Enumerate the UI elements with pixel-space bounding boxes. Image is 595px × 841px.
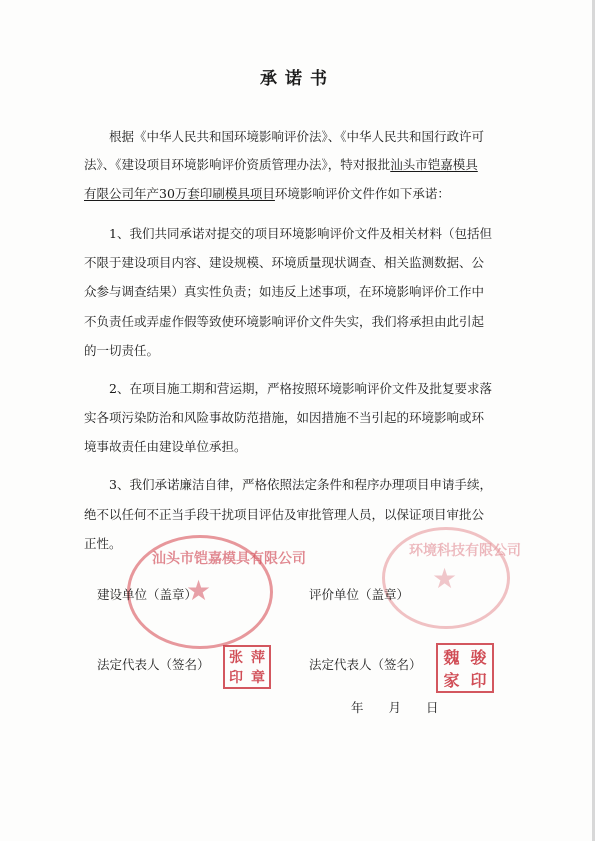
builder-chop-char: 张 [229, 650, 243, 666]
assessor-rep-label: 法定代表人（签名） [309, 657, 422, 672]
item1-line-3: 众参与调查结果）真实性负责；如违反上述事项，在环境影响评价工作中 [84, 284, 485, 299]
item1-line-5: 的一切责任。 [84, 343, 160, 358]
builder-chop-char: 印 [229, 670, 243, 686]
item3-line-1: 3、我们承诺廉洁自律，严格依照法定条件和程序办理项目申请手续， [109, 477, 492, 492]
seal-star-icon: ★ [186, 574, 212, 607]
document-title: 承诺书 [260, 69, 335, 89]
date-line: 年 月 日 [351, 700, 439, 715]
assessor-unit-label: 评价单位（盖章） [309, 587, 410, 602]
builder-rep-label: 法定代表人（签名） [97, 657, 210, 672]
item1-line-1: 1、我们共同承诺对提交的项目环境影响评价文件及相关材料（包括但 [109, 226, 492, 241]
project-name-underline: 有限公司年产30万套印刷模具项目 [84, 186, 275, 201]
intro-text: 法》、《建设项目环境影响评价资质管理办法》，特对报批 [84, 157, 391, 172]
intro-line-2 [84, 157, 520, 173]
assessor-rep-chop [436, 643, 494, 693]
assessor-chop-char: 魏 [443, 648, 460, 667]
item3-line-2: 绝不以任何不正当手段干扰项目评估及审批管理人员，以保证项目审批公 [84, 507, 485, 522]
assessor-chop-char: 家 [443, 671, 460, 690]
intro-rest: 环境影响评价文件作如下承诺： [274, 186, 450, 201]
assessor-chop-char: 印 [470, 671, 487, 690]
seal-star-icon: ★ [432, 562, 458, 595]
item2-line-2: 实各项污染防治和风险事故防范措施，如因措施不当引起的环境影响或环 [84, 410, 485, 425]
builder-rep-chop [223, 645, 271, 689]
builder-chop-char: 萍 [251, 650, 265, 666]
intro-line-1: 根据《中华人民共和国环境影响评价法》、《中华人民共和国行政许可 [109, 129, 485, 144]
assessor-company-seal [382, 527, 521, 629]
intro-line-3 [84, 186, 520, 202]
project-company-underline: 汕头市铠嘉模具 [390, 157, 478, 172]
builder-unit-label: 建设单位（盖章） [97, 587, 198, 602]
item1-line-4: 不负责任或弄虚作假等致使环境影响评价文件失实，我们将承担由此引起 [84, 314, 485, 329]
builder-seal-text: 汕头市铠嘉模具有限公司 [152, 551, 306, 567]
item3-line-3: 正性。 [84, 536, 122, 551]
item2-line-1: 2、在项目施工期和营运期，严格按照环境影响评价文件及批复要求落 [109, 381, 492, 396]
builder-chop-char: 章 [251, 670, 265, 686]
assessor-seal-text: 环境科技有限公司 [409, 543, 521, 559]
item1-line-2: 不限于建设项目内容、建设规模、环境质量现状调查、相关监测数据、公 [84, 255, 485, 270]
assessor-chop-char: 骏 [470, 648, 487, 667]
item2-line-3: 境事故责任由建设单位承担。 [84, 439, 247, 454]
